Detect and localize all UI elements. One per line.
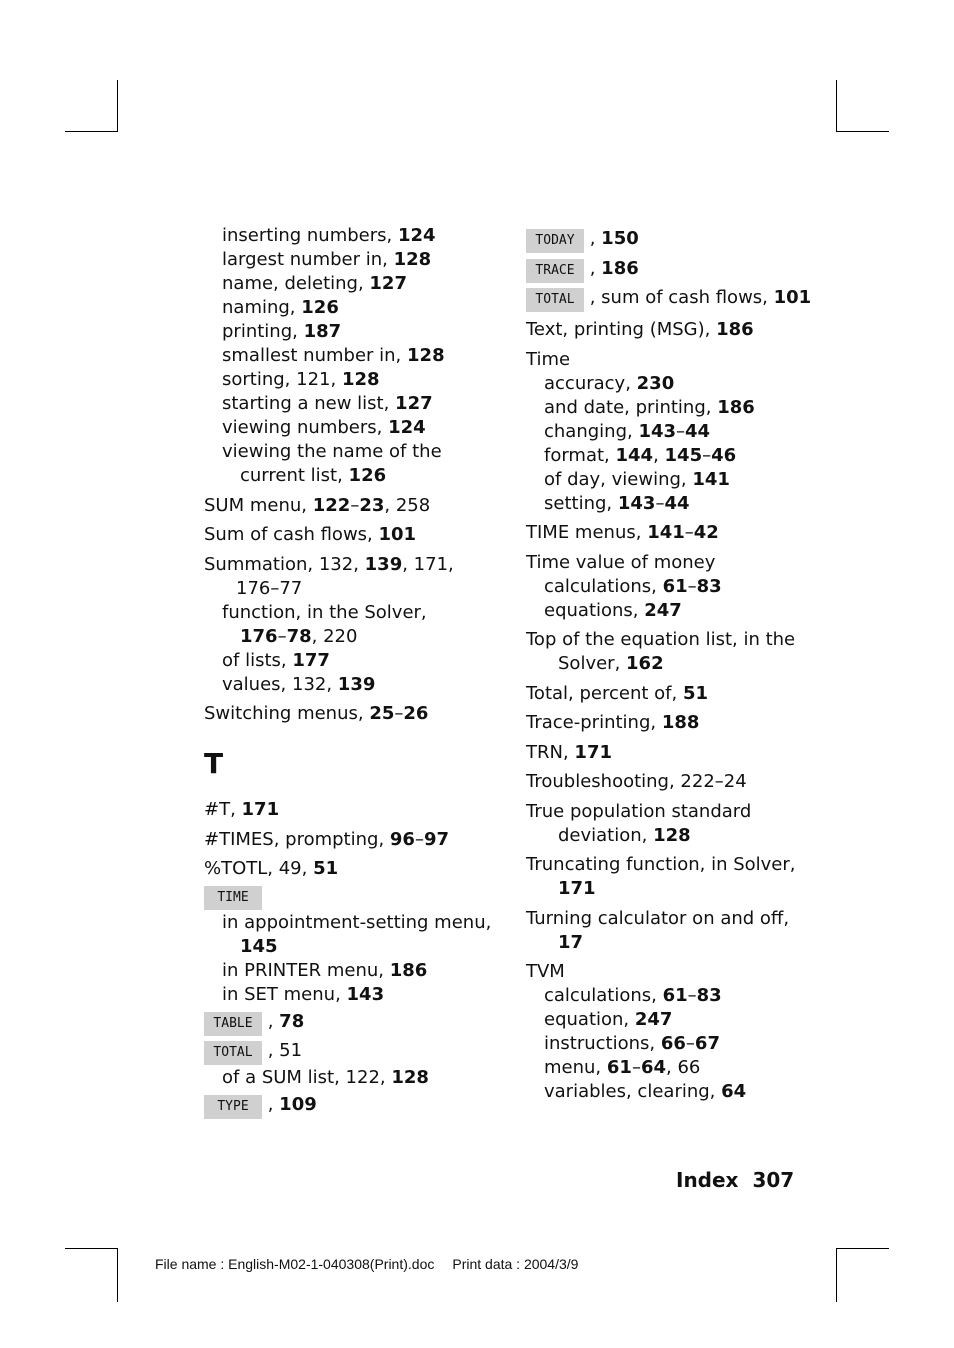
entry-text: , [584,257,602,279]
index-entry [204,440,504,464]
page-ref-bold: 186 [717,396,755,418]
page-ref-bold: 101 [773,287,812,308]
page-ref-bold: 83 [696,985,722,1006]
entry-text: Switching menus, [204,703,370,724]
page-ref-bold: 83 [696,575,722,597]
page-ref-bold: 67 [694,1033,720,1054]
entry-text: – [687,985,697,1006]
index-entry [526,521,826,545]
index-entry [526,254,826,284]
entry-text: equation, [544,1009,635,1030]
index-entry [526,741,826,765]
index-entry [204,1066,504,1090]
entry-text: – [350,494,360,516]
entry-text: setting, [544,492,618,514]
entry-text: , 220 [311,625,358,647]
page-ref-bold: 171 [574,741,612,763]
index-entry [526,348,826,372]
section-letter: T [204,747,224,780]
page-ref-bold: 126 [348,465,387,486]
index-column-left [204,224,504,1119]
entry-text: , 171, [402,553,454,575]
menu-key-label: TOTAL [204,1041,262,1065]
page-ref-bold: 46 [711,444,737,466]
entry-text: Sum of cash flows, [204,524,379,545]
print-date: Print data : 2004/3/9 [452,1256,579,1272]
page-ref-bold: 139 [337,673,376,695]
page-ref-bold: 186 [601,257,639,279]
index-entry [204,416,504,440]
page-ref-bold: 141 [647,522,685,543]
entry-text: Time value of money [526,551,716,573]
entry-text: menu, [544,1057,607,1078]
index-entry [526,853,826,877]
index-entry [204,464,504,488]
entry-text: – [702,444,712,466]
entry-text: %TOTL, 49, [204,858,314,879]
entry-text: starting a new list, [222,393,396,414]
entry-text: accuracy, [544,372,637,394]
index-entry [526,770,826,794]
index-entry [526,960,826,984]
page-ref-bold: 177 [292,649,330,671]
index-entry [204,1036,504,1066]
page-ref-bold: 171 [558,878,596,899]
index-entry [526,468,826,492]
menu-key-label: TRACE [526,259,584,283]
index-entry [526,800,826,824]
page-ref-bold: 188 [661,712,700,733]
entry-text: viewing numbers, [222,417,389,438]
entry-text: Solver, [558,653,627,674]
page-ref-bold: 44 [685,420,711,442]
crop-mark-top-left-v [117,80,118,132]
index-entry [526,652,826,676]
index-entry [526,1032,826,1056]
menu-key-label: TOTAL [526,288,584,312]
page-ref-bold: 126 [301,297,339,318]
page-ref-bold: 96 [389,828,415,850]
page-number: 307 [752,1168,795,1192]
entry-text: – [277,625,287,647]
page-ref-bold: 61 [662,575,688,597]
index-entry [204,392,504,416]
entry-text: , [653,444,665,466]
page-ref-bold: 143 [638,420,677,442]
entry-text: values, 132, [222,673,338,695]
page-ref-bold: 127 [369,273,407,294]
index-entry [526,372,826,396]
menu-key-label: TIME [204,886,262,910]
page-ref-bold: 61 [662,985,688,1006]
page-ref-bold: 247 [634,1009,673,1030]
index-entry [204,702,504,726]
entry-text: format, [544,444,616,466]
page-ref-bold: 25 [369,703,395,724]
page-ref-bold: 42 [693,522,719,543]
index-entry [526,1080,826,1104]
page-ref-bold: 139 [364,553,403,575]
index-entry [204,828,504,852]
index-entry [526,1008,826,1032]
index-entry [204,911,504,935]
entry-text: #TIMES, prompting, [204,828,390,850]
entry-text: variables, clearing, [544,1081,722,1102]
entry-text: calculations, [544,575,663,597]
index-entry [204,983,504,1007]
index-entry [204,248,504,272]
entry-text: equations, [544,599,645,621]
index-entry [204,577,504,601]
page-ref-bold: 51 [313,858,339,879]
page-ref-bold: 128 [407,345,445,366]
page-ref-bold: 101 [378,524,417,545]
crop-mark-top-right-h [836,131,889,132]
page-ref-bold: 144 [615,444,654,466]
page-ref-bold: 64 [640,1057,666,1078]
page-ref-bold: 78 [279,1010,305,1032]
entry-text: Time [526,348,571,370]
page-ref-bold: 109 [279,1093,317,1115]
entry-text: Turning calculator on and off, [526,907,790,929]
entry-text: current list, [240,465,349,486]
entry-text: Truncating function, in Solver, [526,854,796,875]
entry-text: in PRINTER menu, [222,959,390,981]
index-entry [526,551,826,575]
crop-mark-bottom-left-h [65,1248,118,1249]
entry-text: 176–77 [236,577,303,599]
entry-text: – [414,828,424,850]
entry-text: largest number in, [222,249,394,270]
page-ref-bold: 145 [240,935,278,957]
entry-text: TVM [526,961,565,982]
index-entry [526,318,826,342]
entry-text: changing, [544,420,639,442]
section-label: Index [676,1168,739,1192]
entry-text: printing, [222,321,304,342]
page-ref-bold: 143 [346,983,385,1005]
page-ref-bold: 97 [423,828,450,850]
entry-text: calculations, [544,985,663,1006]
entry-text: smallest number in, [222,345,408,366]
page-ref-bold: 127 [395,393,433,414]
entry-text: Top of the equation list, in the [526,629,796,650]
index-entry [526,396,826,420]
index-entry [204,224,504,248]
index-entry [526,907,826,931]
entry-text: , 66 [666,1057,701,1078]
index-entry [526,420,826,444]
entry-text: naming, [222,297,302,318]
page-ref-bold: 78 [286,625,312,647]
crop-mark-bottom-right-v [836,1248,837,1302]
index-entry [526,824,826,848]
entry-text: – [394,703,404,724]
page-ref-bold: 176 [240,625,278,647]
entry-text: inserting numbers, [222,225,398,246]
page-ref-bold: 247 [644,599,682,621]
page-ref-bold: 171 [241,799,280,820]
index-entry [526,628,826,652]
page-ref-bold: 124 [397,225,436,246]
page-ref-bold: 186 [716,319,754,340]
page-ref-bold: 141 [692,468,730,490]
index-entry [204,1007,504,1037]
page-ref-bold: 150 [601,228,639,249]
entry-text: True population standard [526,800,752,822]
page-ref-bold: 44 [664,492,690,514]
index-entry [204,649,504,673]
entry-text: Trace-printing, [526,712,662,733]
entry-text: in appointment-setting menu, [222,911,492,933]
index-entry [204,857,504,881]
index-entry [526,877,826,901]
entry-text: SUM menu, [204,494,313,516]
page-ref-bold: 128 [393,249,432,270]
crop-mark-top-right-v [836,80,837,132]
entry-text: , [584,228,602,249]
index-column-right [526,224,826,1104]
entry-text: viewing the name of the [222,441,442,462]
page-ref-bold: 122 [312,494,351,516]
index-entry [526,492,826,516]
page-footer [676,1168,808,1192]
index-entry [204,523,504,547]
index-entry [204,881,504,911]
index-entry [526,575,826,599]
menu-key-label: TODAY [526,229,584,253]
entry-text: deviation, [558,824,654,846]
index-entry [204,798,504,822]
index-entry [204,553,504,577]
entry-text: of a SUM list, 122, [222,1066,392,1088]
entry-text: Summation, 132, [204,553,365,575]
index-entry [204,959,504,983]
index-entry [204,625,504,649]
entry-text: – [631,1057,641,1078]
index-entry [204,673,504,697]
entry-text: Text, printing (MSG), [526,319,717,340]
index-entry [526,283,826,313]
index-entry [526,711,826,735]
page-ref-bold: 17 [558,931,584,953]
entry-text: – [684,522,694,543]
page-ref-bold: 162 [626,653,664,674]
entry-text: , [262,1010,280,1032]
page-ref-bold: 128 [341,369,380,390]
crop-mark-bottom-left-v [117,1248,118,1302]
entry-text: TIME menus, [526,522,648,543]
entry-text: in SET menu, [222,983,347,1005]
index-entry [204,1090,504,1120]
index-entry [526,599,826,623]
page-ref-bold: 124 [388,417,426,438]
index-entry [204,494,504,518]
entry-text: function, in the Solver, [222,601,427,623]
index-entry [526,224,826,254]
entry-text: – [687,575,697,597]
index-entry [526,1056,826,1080]
page-ref-bold: 145 [664,444,703,466]
index-entry [526,931,826,955]
page-ref-bold: 66 [660,1033,686,1054]
entry-text: of lists, [222,649,293,671]
entry-text: of day, viewing, [544,468,693,490]
entry-text: and date, printing, [544,396,718,418]
page-ref-bold: 128 [391,1066,429,1088]
index-entry [526,682,826,706]
page-ref-bold: 186 [389,959,428,981]
page-ref-bold: 187 [303,321,342,342]
index-entry [526,984,826,1008]
index-entry [204,272,504,296]
entry-text: instructions, [544,1033,661,1054]
entry-text: TRN, [526,741,575,763]
entry-text: Total, percent of, [526,682,683,704]
entry-text: – [676,420,686,442]
page-ref-bold: 61 [606,1057,632,1078]
index-entry [526,444,826,468]
entry-text: name, deleting, [222,273,370,294]
menu-key-label: TABLE [204,1012,262,1036]
entry-text: – [655,492,665,514]
page-ref-bold: 230 [636,372,675,394]
index-entry [204,935,504,959]
crop-mark-bottom-right-h [836,1248,889,1249]
file-info-line [155,1256,596,1272]
page-ref-bold: 143 [617,492,656,514]
page-ref-bold: 26 [403,703,429,724]
entry-text: , 258 [384,494,431,516]
entry-text: Troubleshooting, 222–24 [526,771,747,792]
entry-text: , [262,1093,280,1115]
index-entry [204,601,504,625]
crop-mark-top-left-h [65,131,118,132]
menu-key-label: TYPE [204,1095,262,1119]
entry-text: sorting, 121, [222,369,342,390]
entry-text: – [685,1033,695,1054]
entry-text: #T, [204,799,242,820]
page-ref-bold: 128 [653,824,691,846]
index-entry [204,320,504,344]
index-entry [204,368,504,392]
index-entry [204,296,504,320]
entry-text: , 51 [262,1040,303,1061]
index-entry [204,344,504,368]
page-ref-bold: 64 [721,1081,747,1102]
file-name: File name : English-M02-1-040308(Print).doc [155,1256,435,1272]
page-ref-bold: 51 [682,682,708,704]
page-ref-bold: 23 [359,494,385,516]
entry-text: , sum of cash flows, [584,287,774,308]
